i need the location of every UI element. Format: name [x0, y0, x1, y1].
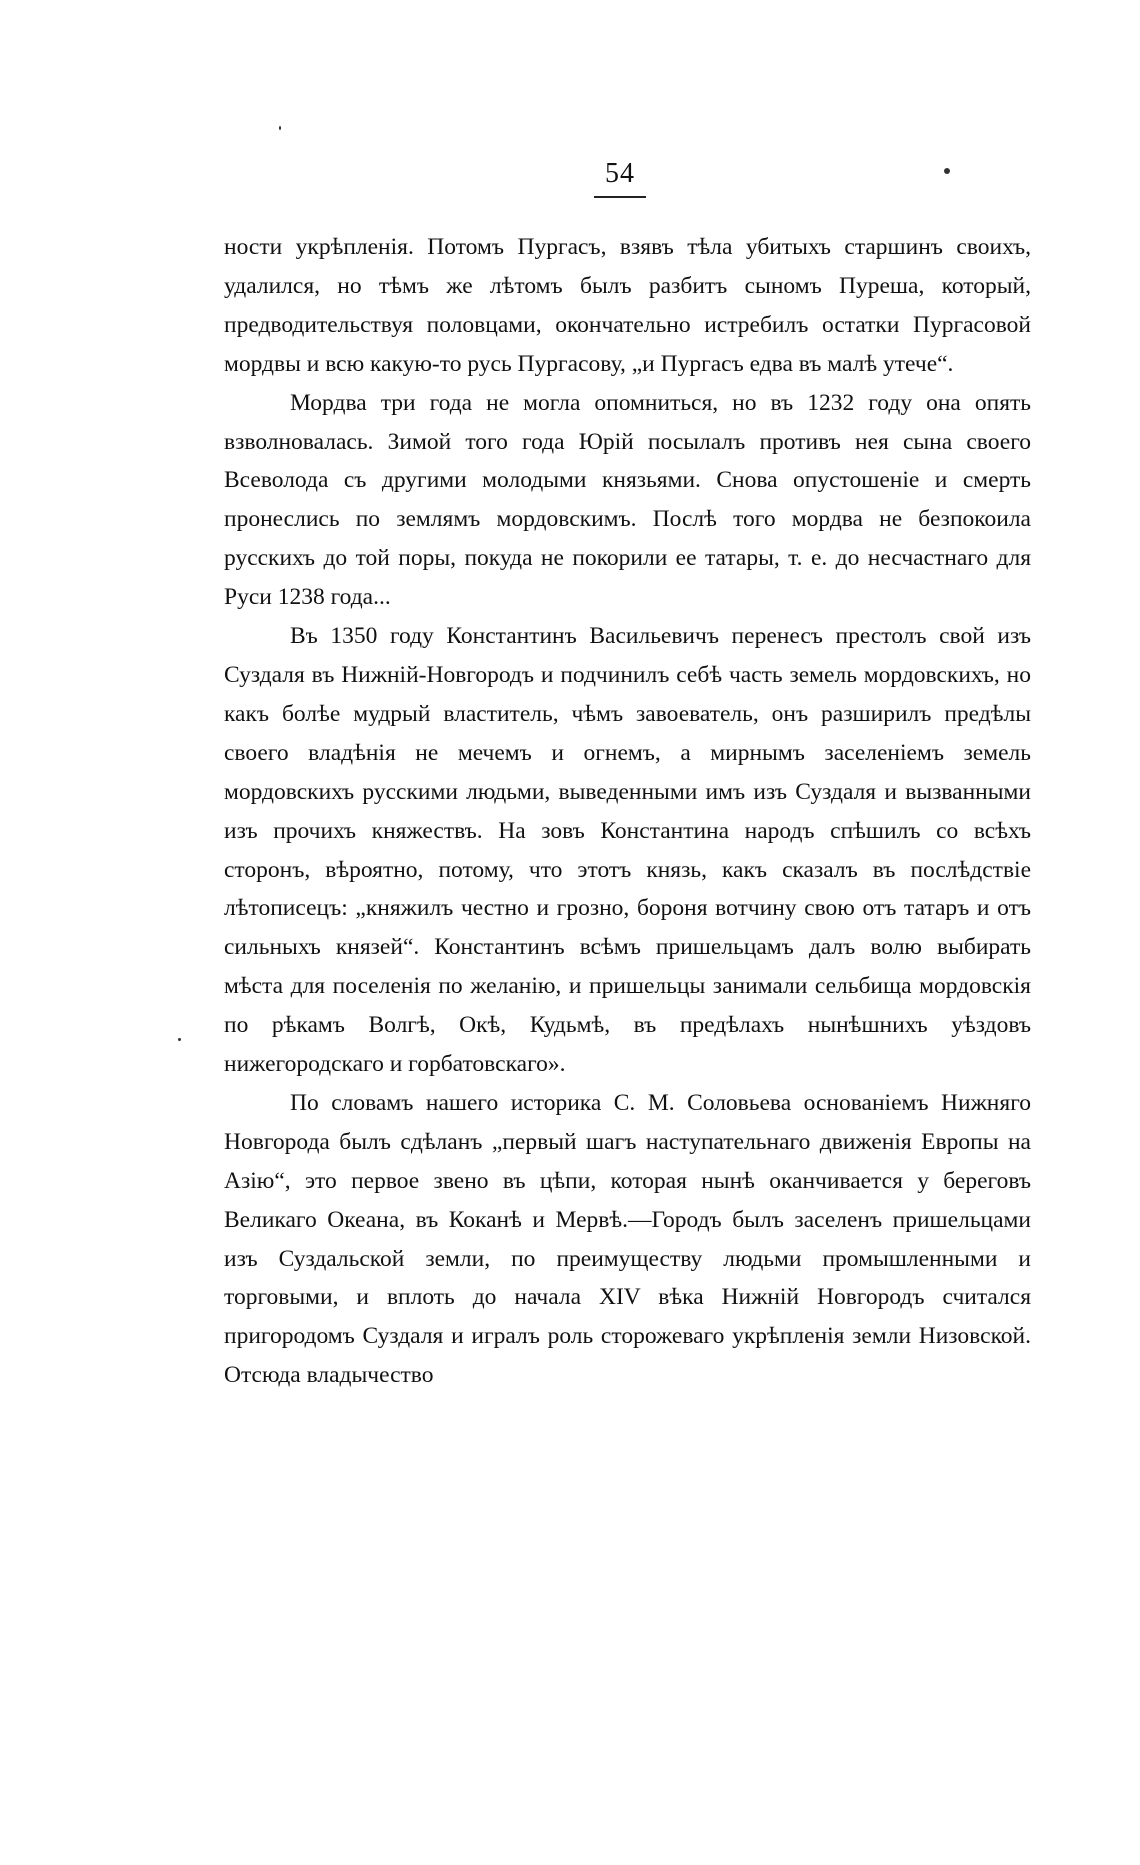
body-text [224, 228, 1031, 1395]
paragraph-1: ности укрѣпленія. Потомъ Пургасъ, взявъ тѣла убитыхъ старшинъ своихъ, удалился, но тѣмъ же лѣтомъ былъ разбитъ сыномъ Пуреша, который, предводительствуя половцами, окончательно истребилъ остатки Пургасовой мордвы и всю какую-то русь Пургасову, „и Пургасъ едва въ малѣ утече“. [224, 234, 1031, 377]
paragraph-3: Въ 1350 году Константинъ Васильевичъ перенесъ престолъ свой изъ Суздаля въ Нижній-Новгородъ и подчинилъ себѣ часть земель мордовскихъ, но какъ болѣе мудрый властитель, чѣмъ завоеватель, онъ разширилъ предѣлы своего владѣнія не мечемъ и огнемъ, а мирнымъ заселеніемъ земель мордовскихъ русскими людьми, выведенными имъ изъ Суздаля и вызванными изъ прочихъ княжествъ. На зовъ Константина народъ спѣшилъ со всѣхъ сторонъ, вѣроятно, потому, что этотъ князь, какъ сказалъ въ послѣдствіе лѣтописецъ: „княжилъ честно и грозно, бороня вотчину свою отъ татаръ и отъ сильныхъ князей“. Константинъ всѣмъ пришельцамъ далъ волю выбирать мѣста для поселенія по желанію, и пришельцы занимали сельбища мордовскія по рѣкамъ Волгѣ, Окѣ, Кудьмѣ, въ предѣлахъ нынѣшнихъ уѣздовъ нижегородскаго и горбатовскаго». [224, 623, 1031, 1078]
scan-speck [279, 126, 281, 130]
page-number: 54 [590, 160, 650, 188]
scan-speck [178, 1038, 181, 1041]
paragraph-2: Мордва три года не могла опомниться, но въ 1232 году она опять взволновалась. Зимой того года Юрій посылалъ противъ нея сына своего Всеволода съ другими молодыми князьями. Снова опустошеніе и смерть пронеслись по землямъ мордовскимъ. Послѣ того мордва не безпокоила русскихъ до той поры, покуда не покорили ее татары, т. е. до несчастнаго для Руси 1238 года... [224, 389, 1031, 611]
paragraph-4: По словамъ нашего историка С. М. Соловьева основаніемъ Нижняго Новгорода былъ сдѣланъ „первый шагъ наступательнаго движенія Европы на Азію“, это первое звено въ цѣпи, которая нынѣ оканчивается у береговъ Великаго Океана, въ Коканѣ и Мервѣ.—Городъ былъ заселенъ пришельцами изъ Суздальской земли, по преимуществу людьми промышленными и торговыми, и вплоть до начала XIV вѣка Нижній Новгородъ считался пригородомъ Суздаля и игралъ роль сторожеваго укрѣпленія земли Низовской. Отсюда владычество [224, 1089, 1031, 1389]
scan-speck [944, 168, 950, 174]
